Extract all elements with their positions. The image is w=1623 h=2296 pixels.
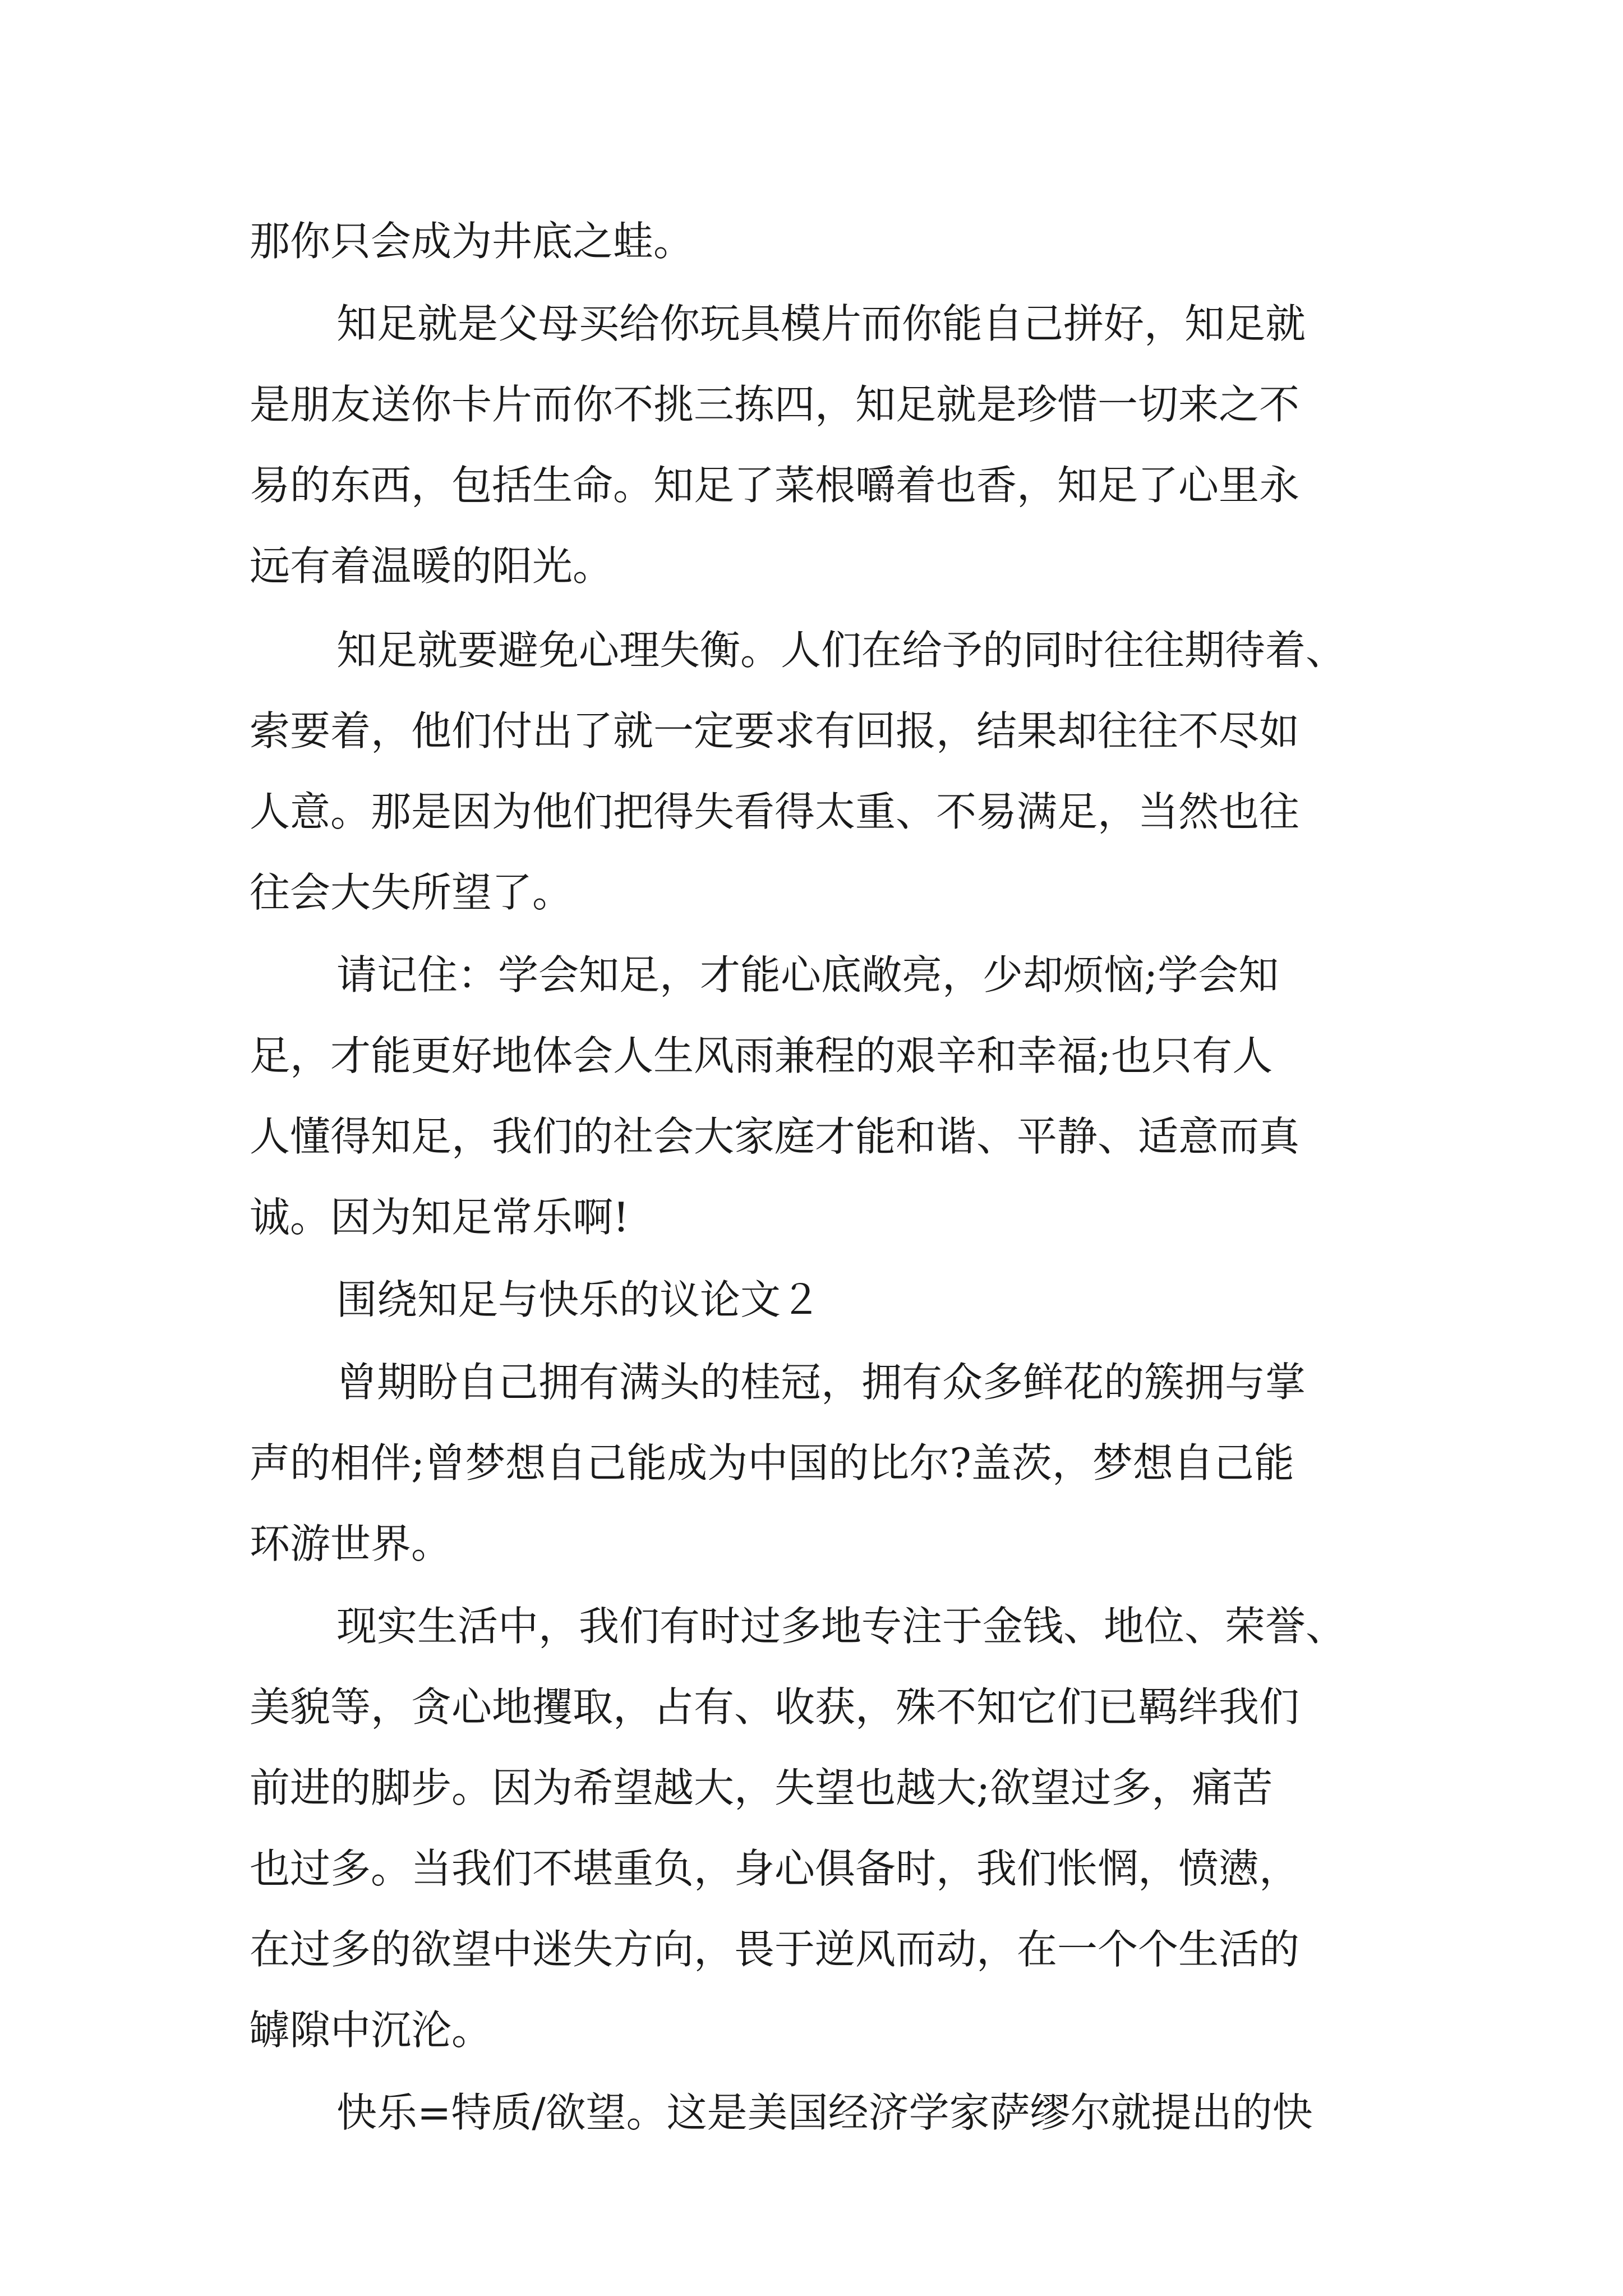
text-line: 往会大失所望了。 — [250, 869, 573, 916]
text-line: 易的东西，包括生命。知足了菜根嚼着也香，知足了心里永 — [250, 462, 1300, 509]
text-line: 诚。因为知足常乐啊! — [250, 1194, 629, 1241]
text-line: 曾期盼自己拥有满头的桂冠，拥有众多鲜花的簇拥与掌 — [336, 1359, 1306, 1406]
text-line: 请记住：学会知足，才能心底敞亮，少却烦恼;学会知 — [336, 951, 1279, 999]
text-line: 远有着温暖的阳光。 — [250, 542, 614, 590]
text-line: 在过多的欲望中迷失方向，畏于逆风而动，在一个个生活的 — [250, 1926, 1300, 1973]
text-line: 人意。那是因为他们把得失看得太重、不易满足，当然也往 — [250, 788, 1300, 835]
text-line: 现实生活中，我们有时过多地专注于金钱、地位、荣誉、 — [336, 1603, 1347, 1650]
text-line: 那你只会成为井底之蛙。 — [250, 218, 694, 265]
text-line: 也过多。当我们不堪重负，身心俱备时，我们怅惘，愤懑， — [250, 1845, 1300, 1892]
text-line: 知足就要避免心理失衡。人们在给予的同时往往期待着、 — [336, 627, 1347, 674]
text-line: 人懂得知足，我们的社会大家庭才能和谐、平静、适意而真 — [250, 1113, 1300, 1160]
text-line: 索要着，他们付出了就一定要求有回报，结果却往往不尽如 — [250, 707, 1300, 754]
text-line: 罅隙中沉沦。 — [250, 2007, 492, 2054]
text-line: 是朋友送你卡片而你不挑三拣四，知足就是珍惜一切来之不 — [250, 381, 1300, 428]
text-line: 知足就是父母买给你玩具模片而你能自己拼好，知足就 — [336, 300, 1306, 347]
text-line: 美貌等，贪心地攫取，占有、收获，殊不知它们已羁绊我们 — [250, 1683, 1300, 1731]
text-line: 声的相伴;曾梦想自己能成为中国的比尔?盖茨，梦想自己能 — [250, 1439, 1294, 1487]
text-line: 环游世界。 — [250, 1520, 452, 1567]
section-heading: 围绕知足与快乐的议论文２ — [336, 1276, 822, 1323]
text-line: 快乐=特质/欲望。这是美国经济学家萨缪尔就提出的快 — [336, 2089, 1313, 2136]
text-line: 足，才能更好地体会人生风雨兼程的艰辛和幸福;也只有人 — [250, 1032, 1273, 1079]
text-line: 前进的脚步。因为希望越大，失望也越大;欲望过多，痛苦 — [250, 1764, 1273, 1811]
